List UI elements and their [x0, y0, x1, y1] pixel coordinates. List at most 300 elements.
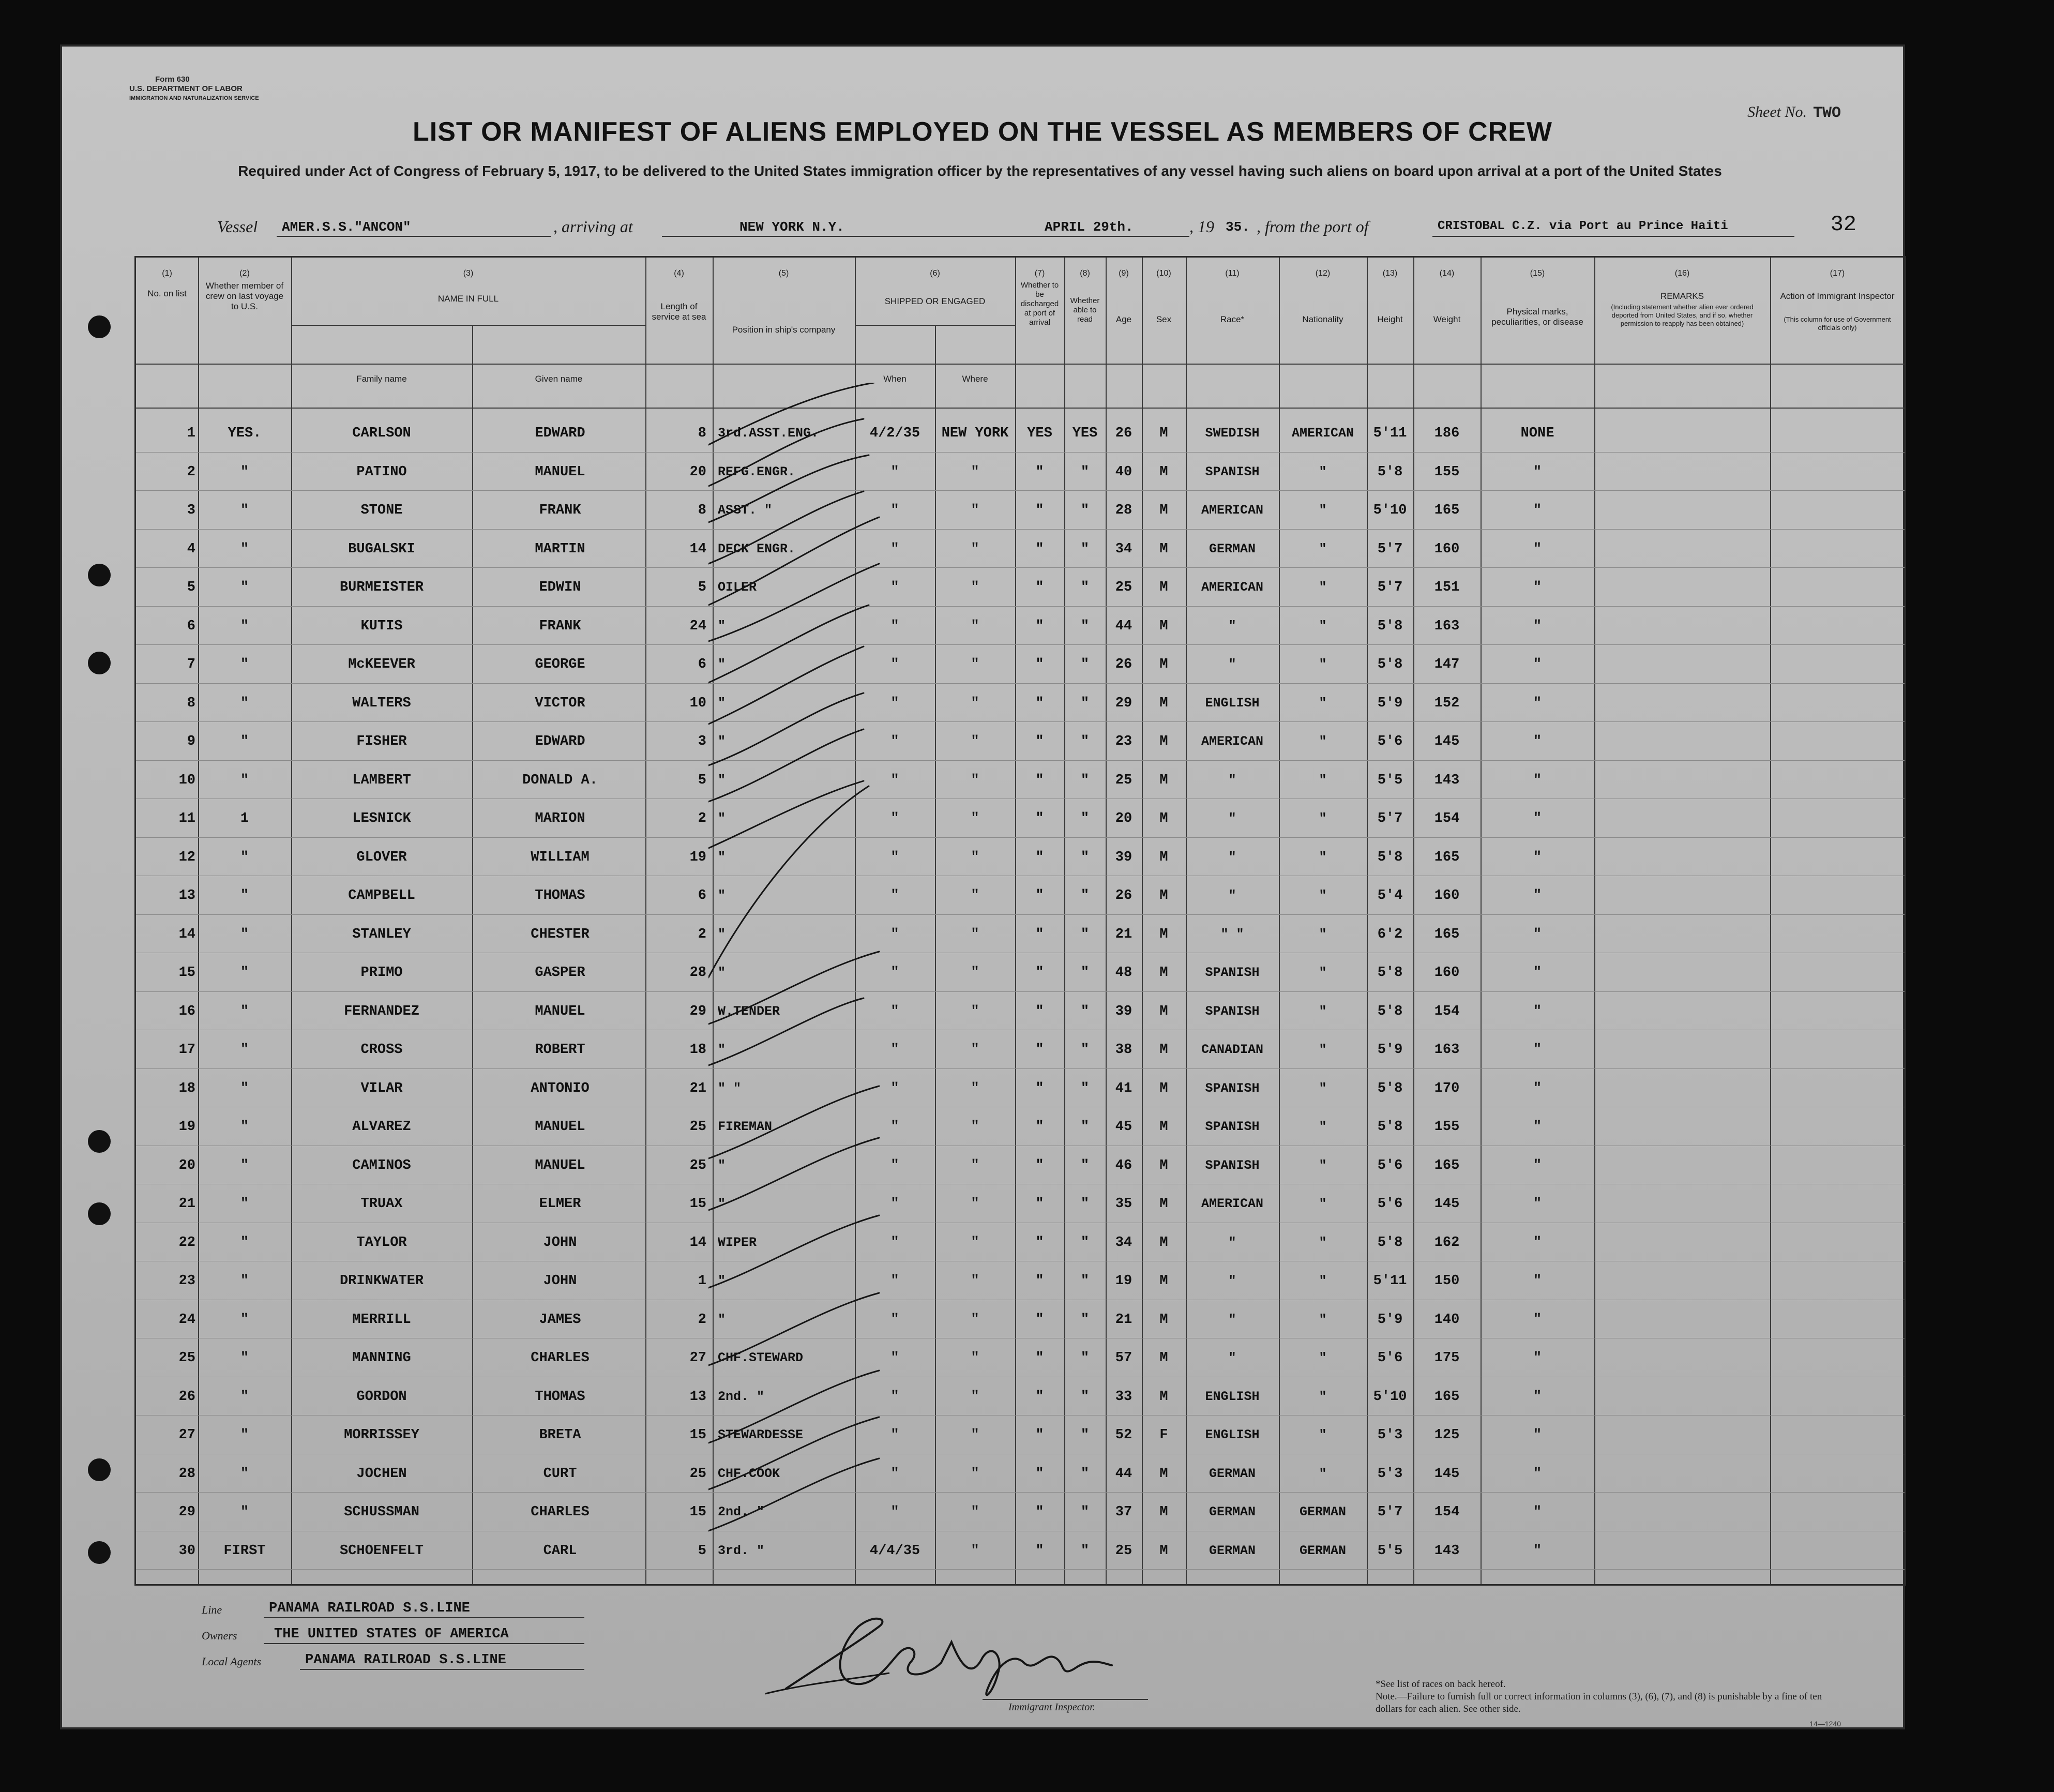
form-code: 14—1240: [1809, 1720, 1841, 1728]
height: 5'8: [1377, 618, 1403, 634]
discharged: ": [1035, 811, 1044, 826]
sex: M: [1159, 1466, 1168, 1482]
age: 35: [1115, 1196, 1132, 1212]
shipped-when: ": [890, 541, 899, 557]
length-of-service: 21: [689, 1080, 706, 1096]
column-number: (4): [674, 269, 684, 278]
discharged: ": [1035, 926, 1044, 942]
discharged: ": [1035, 695, 1044, 711]
physical-marks: ": [1533, 772, 1542, 788]
length-of-service: 28: [689, 965, 706, 981]
physical-marks: ": [1533, 926, 1542, 942]
shipped-where: ": [971, 888, 979, 903]
family-name: McKEEVER: [348, 657, 415, 672]
physical-marks: ": [1533, 1003, 1542, 1019]
shipped-when: ": [890, 1389, 899, 1405]
shipped-where: ": [971, 965, 979, 981]
shipped-where: ": [971, 1119, 979, 1135]
sex: M: [1159, 849, 1168, 865]
row-number: 1: [187, 426, 195, 441]
discharged: ": [1035, 1196, 1044, 1212]
given-name: EDWARD: [535, 734, 585, 749]
able-to-read: ": [1080, 580, 1090, 595]
weight: 155: [1434, 1119, 1460, 1135]
family-name: MERRILL: [352, 1312, 411, 1328]
family-name: ALVAREZ: [352, 1119, 411, 1135]
family-name: MANNING: [352, 1350, 411, 1366]
able-to-read: ": [1080, 464, 1090, 480]
column-number: (9): [1119, 269, 1129, 278]
physical-marks: ": [1533, 811, 1542, 826]
punch-hole: [88, 1458, 111, 1481]
header-height: Height: [1377, 314, 1403, 324]
family-name: MORRISSEY: [344, 1427, 419, 1443]
position: ": [718, 618, 726, 634]
age: 33: [1115, 1389, 1132, 1405]
arrival-date: APRIL 29th.: [1045, 219, 1134, 235]
length-of-service: 1: [698, 1273, 706, 1289]
shipped-when: ": [890, 618, 899, 634]
nationality: ": [1319, 1119, 1327, 1134]
length-of-service: 18: [689, 1042, 706, 1058]
row-divider: [136, 991, 1905, 992]
row-number: 26: [178, 1389, 195, 1405]
length-of-service: 25: [689, 1157, 706, 1173]
weight: 143: [1434, 1543, 1460, 1559]
nationality: ": [1319, 1157, 1327, 1173]
nationality: ": [1319, 580, 1327, 595]
nationality: ": [1319, 1350, 1327, 1365]
length-of-service: 3: [698, 734, 706, 749]
shipped-when: ": [890, 926, 899, 942]
sex: M: [1159, 426, 1168, 441]
height: 5'3: [1377, 1427, 1403, 1443]
row-number: 20: [178, 1157, 195, 1173]
weight: 162: [1434, 1234, 1460, 1251]
previous-voyage: ": [240, 888, 249, 903]
sex: M: [1159, 734, 1168, 749]
service-name: IMMIGRATION AND NATURALIZATION SERVICE: [129, 95, 259, 101]
family-name: GLOVER: [356, 849, 407, 865]
able-to-read: ": [1080, 1273, 1090, 1289]
nationality: ": [1319, 1273, 1327, 1288]
weight: 125: [1434, 1427, 1460, 1443]
shipped-where: NEW YORK: [941, 426, 1009, 441]
punch-hole: [88, 315, 111, 338]
sex: M: [1159, 1312, 1168, 1328]
punch-hole: [88, 564, 111, 586]
row-number: 17: [178, 1042, 195, 1058]
shipped-when: ": [890, 580, 899, 595]
position: REFG.ENGR.: [718, 464, 796, 479]
height: 5'11: [1373, 1273, 1407, 1289]
height: 5'10: [1373, 1389, 1407, 1405]
inspector-signature: [755, 1606, 1169, 1704]
family-name: JOCHEN: [356, 1466, 407, 1482]
length-of-service: 2: [698, 926, 706, 942]
length-of-service: 29: [689, 1003, 706, 1019]
header-remarks-note: (Including statement whether alien ever ordered deported from United States, and if so, whether permission to reapply has been obtained): [1611, 303, 1754, 327]
age: 34: [1115, 1234, 1132, 1251]
able-to-read: ": [1080, 657, 1090, 672]
nationality: ": [1319, 849, 1327, 865]
shipped-where: ": [971, 1196, 979, 1212]
discharged: ": [1035, 1080, 1044, 1096]
height: 5'8: [1377, 657, 1403, 672]
discharged: ": [1035, 1042, 1044, 1058]
race: AMERICAN: [1201, 580, 1264, 595]
race: ENGLISH: [1205, 695, 1260, 711]
age: 26: [1115, 888, 1132, 903]
department-name: U.S. DEPARTMENT OF LABOR: [129, 84, 243, 93]
shipped-where: ": [971, 772, 979, 788]
physical-marks: ": [1533, 888, 1542, 903]
previous-voyage: ": [240, 1273, 249, 1289]
row-number: 16: [178, 1003, 195, 1019]
punch-hole: [88, 1541, 111, 1564]
penalty-note: Note.—Failure to furnish full or correct information in columns (3), (6), (7), and (8) is punishable by a fine of ten dollars for each alien. See other side.: [1376, 1691, 1822, 1714]
shipped-when: ": [890, 503, 899, 518]
position: 3rd.ASST.ENG.: [718, 426, 819, 441]
position: ": [718, 1312, 726, 1327]
nationality: ": [1319, 1003, 1327, 1019]
weight: 140: [1434, 1312, 1460, 1328]
shipped-when: ": [890, 1196, 899, 1212]
column-number: (10): [1156, 269, 1171, 278]
agents-label: Local Agents: [202, 1655, 262, 1668]
family-name: BURMEISTER: [339, 580, 424, 595]
owners-value: THE UNITED STATES OF AMERICA: [274, 1627, 509, 1642]
given-name: MANUEL: [535, 1003, 585, 1019]
nationality: GERMAN: [1299, 1543, 1346, 1558]
sex: M: [1159, 464, 1168, 480]
tick-marks: [708, 383, 957, 1634]
race: GERMAN: [1209, 1466, 1256, 1481]
sex: M: [1159, 657, 1168, 672]
previous-voyage: ": [240, 657, 249, 672]
row-number: 4: [187, 541, 195, 557]
weight: 143: [1434, 772, 1460, 788]
shipped-when: ": [890, 1234, 899, 1251]
given-name: ROBERT: [535, 1042, 585, 1058]
race: ": [1228, 657, 1236, 672]
header-shipped-engaged: SHIPPED OR ENGAGED: [884, 296, 986, 306]
previous-voyage: YES.: [228, 426, 262, 441]
race: SPANISH: [1205, 1157, 1260, 1173]
shipped-where: ": [971, 580, 979, 595]
height: 5'7: [1377, 541, 1403, 557]
row-number: 22: [178, 1234, 195, 1251]
age: 37: [1115, 1504, 1132, 1520]
physical-marks: ": [1533, 695, 1542, 711]
age: 19: [1115, 1273, 1132, 1289]
physical-marks: ": [1533, 503, 1542, 518]
discharged: ": [1035, 1427, 1044, 1443]
header-family-name: Family name: [356, 374, 407, 384]
column-number: (16): [1674, 269, 1690, 278]
physical-marks: ": [1533, 1350, 1542, 1366]
position: 2nd. ": [718, 1504, 765, 1519]
height: 5'5: [1377, 772, 1403, 788]
column-number: (7): [1034, 269, 1045, 278]
race: " ": [1220, 926, 1244, 942]
shipped-where: ": [971, 1042, 979, 1058]
row-number: 13: [178, 888, 195, 903]
weight: 165: [1434, 503, 1460, 518]
length-of-service: 2: [698, 1312, 706, 1328]
age: 44: [1115, 1466, 1132, 1482]
position: OILER: [718, 580, 757, 595]
previous-voyage: ": [240, 1466, 249, 1482]
race: GERMAN: [1209, 541, 1256, 556]
previous-voyage: ": [240, 541, 249, 557]
height: 5'7: [1377, 580, 1403, 595]
sex: M: [1159, 1157, 1168, 1173]
physical-marks: ": [1533, 1119, 1542, 1135]
previous-voyage: ": [240, 1119, 249, 1135]
nationality: ": [1319, 1427, 1327, 1442]
shipped-where: ": [971, 1504, 979, 1520]
position: " ": [718, 1080, 742, 1096]
punch-hole: [88, 652, 111, 674]
height: 5'5: [1377, 1543, 1403, 1559]
header-position: Position in ship's company: [732, 325, 836, 335]
previous-voyage: ": [240, 1234, 249, 1251]
previous-voyage: ": [240, 1042, 249, 1058]
nationality: ": [1319, 1389, 1327, 1404]
discharged: ": [1035, 1543, 1044, 1559]
weight: 145: [1434, 1196, 1460, 1212]
weight: 145: [1434, 1466, 1460, 1482]
weight: 150: [1434, 1273, 1460, 1289]
given-name: VICTOR: [535, 695, 585, 711]
header-able-to-read: Whether able to read: [1070, 296, 1100, 324]
vessel-label: Vessel: [217, 217, 258, 236]
family-name: LAMBERT: [352, 772, 411, 788]
punch-hole: [88, 1202, 111, 1225]
position: ": [718, 734, 726, 749]
crew-table: [134, 256, 1906, 1586]
age: 48: [1115, 965, 1132, 981]
given-name: WILLIAM: [531, 849, 590, 865]
shipped-when: ": [890, 965, 899, 981]
nationality: ": [1319, 1196, 1327, 1211]
weight: 154: [1434, 811, 1460, 826]
header-inspector-action: Action of Immigrant Inspector: [1780, 291, 1895, 301]
age: 34: [1115, 541, 1132, 557]
position: ": [718, 657, 726, 672]
family-name: CAMPBELL: [348, 888, 415, 903]
age: 44: [1115, 618, 1132, 634]
nationality: ": [1319, 618, 1327, 634]
family-name: DRINKWATER: [339, 1273, 424, 1289]
family-name: TRUAX: [360, 1196, 403, 1212]
row-divider: [136, 567, 1905, 568]
form-info: [129, 75, 259, 103]
discharged: ": [1035, 1273, 1044, 1289]
given-name: CHARLES: [531, 1504, 590, 1520]
column-number: (17): [1830, 269, 1845, 278]
form-number: Form 630: [155, 75, 190, 84]
row-divider: [136, 1569, 1905, 1570]
position: DECK ENGR.: [718, 541, 796, 556]
family-name: TAYLOR: [356, 1234, 407, 1251]
row-number: 12: [178, 849, 195, 865]
line-value: PANAMA RAILROAD S.S.LINE: [269, 1601, 470, 1616]
given-name: JAMES: [539, 1312, 581, 1328]
race: ": [1228, 888, 1236, 903]
nationality: ": [1319, 1234, 1327, 1250]
height: 5'4: [1377, 888, 1403, 903]
previous-voyage: ": [240, 1080, 249, 1096]
row-divider: [136, 644, 1905, 645]
given-name: THOMAS: [535, 1389, 585, 1405]
punch-hole: [88, 1130, 111, 1153]
shipped-when: ": [890, 1003, 899, 1019]
shipped-when: ": [890, 734, 899, 749]
weight: 151: [1434, 580, 1460, 595]
age: 26: [1115, 657, 1132, 672]
able-to-read: ": [1080, 541, 1090, 557]
physical-marks: ": [1533, 1157, 1542, 1173]
race: AMERICAN: [1201, 503, 1264, 518]
able-to-read: ": [1080, 1543, 1090, 1559]
row-number: 8: [187, 695, 195, 711]
length-of-service: 5: [698, 772, 706, 788]
row-divider: [136, 529, 1905, 530]
inspector-signature-text: [134, 1595, 135, 1596]
year-prefix: , 19: [1189, 217, 1214, 236]
length-of-service: 15: [689, 1504, 706, 1520]
family-name: CAMINOS: [352, 1157, 411, 1173]
nationality: ": [1319, 1312, 1327, 1327]
previous-voyage: FIRST: [223, 1543, 266, 1559]
able-to-read: ": [1080, 1466, 1090, 1482]
height: 5'8: [1377, 1003, 1403, 1019]
shipped-where: ": [971, 618, 979, 634]
shipped-where: ": [971, 657, 979, 672]
able-to-read: ": [1080, 1157, 1090, 1173]
physical-marks: ": [1533, 1543, 1542, 1559]
shipped-when: ": [890, 1504, 899, 1520]
able-to-read: ": [1080, 772, 1090, 788]
family-name: BUGALSKI: [348, 541, 415, 557]
weight: 165: [1434, 849, 1460, 865]
previous-voyage: ": [240, 926, 249, 942]
column-number: (12): [1315, 269, 1331, 278]
nationality: ": [1319, 503, 1327, 518]
position: ASST. ": [718, 503, 773, 518]
row-number: 30: [178, 1543, 195, 1559]
departure-port: CRISTOBAL C.Z. via Port au Prince Haiti: [1438, 219, 1728, 233]
shipped-where: ": [971, 1543, 979, 1559]
header-given-name: Given name: [535, 374, 583, 384]
physical-marks: ": [1533, 1196, 1542, 1212]
weight: 175: [1434, 1350, 1460, 1366]
position: WIPER: [718, 1234, 757, 1250]
nationality: ": [1319, 965, 1327, 980]
age: 38: [1115, 1042, 1132, 1058]
race: AMERICAN: [1201, 1196, 1264, 1211]
shipped-when: ": [890, 1312, 899, 1328]
column-number: (3): [463, 269, 474, 278]
height: 6'2: [1377, 926, 1403, 942]
given-name: FRANK: [539, 618, 581, 634]
position: STEWARDESSE: [718, 1427, 804, 1442]
sex: M: [1159, 1389, 1168, 1405]
position: W.TENDER: [718, 1003, 780, 1019]
column-number: (6): [930, 269, 940, 278]
height: 5'6: [1377, 1196, 1403, 1212]
nationality: ": [1319, 695, 1327, 711]
shipped-where: ": [971, 926, 979, 942]
age: 52: [1115, 1427, 1132, 1443]
row-divider: [136, 452, 1905, 453]
discharged: ": [1035, 1389, 1044, 1405]
sex: M: [1159, 1504, 1168, 1520]
race: SPANISH: [1205, 464, 1260, 479]
shipped-when: ": [890, 1119, 899, 1135]
weight: 165: [1434, 1157, 1460, 1173]
given-name: MANUEL: [535, 464, 585, 480]
shipped-when: ": [890, 1080, 899, 1096]
row-number: 19: [178, 1119, 195, 1135]
position: ": [718, 1042, 726, 1057]
physical-marks: ": [1533, 541, 1542, 557]
sex: M: [1159, 965, 1168, 981]
position: ": [718, 811, 726, 826]
height: 5'8: [1377, 849, 1403, 865]
nationality: GERMAN: [1299, 1504, 1346, 1519]
physical-marks: ": [1533, 1080, 1542, 1096]
previous-voyage: ": [240, 734, 249, 749]
previous-voyage: ": [240, 1312, 249, 1328]
weight: 160: [1434, 541, 1460, 557]
given-name: BRETA: [539, 1427, 581, 1443]
weight: 170: [1434, 1080, 1460, 1096]
length-of-service: 2: [698, 811, 706, 826]
discharged: ": [1035, 541, 1044, 557]
weight: 154: [1434, 1003, 1460, 1019]
shipped-when: ": [890, 1157, 899, 1173]
discharged: ": [1035, 657, 1044, 672]
column-number: (11): [1225, 269, 1240, 278]
nationality: ": [1319, 811, 1327, 826]
shipped-when: ": [890, 849, 899, 865]
sex: M: [1159, 772, 1168, 788]
header-discharged: Whether to be discharged at port of arrival: [1020, 281, 1059, 327]
row-number: 23: [178, 1273, 195, 1289]
family-name: CROSS: [360, 1042, 403, 1058]
physical-marks: ": [1533, 1504, 1542, 1520]
weight: 155: [1434, 464, 1460, 480]
physical-marks: ": [1533, 1234, 1542, 1251]
shipped-where: ": [971, 1312, 979, 1328]
family-name: FISHER: [356, 734, 407, 749]
height: 5'10: [1373, 503, 1407, 518]
sex: M: [1159, 618, 1168, 634]
nationality: ": [1319, 464, 1327, 479]
shipped-when: 4/4/35: [869, 1543, 920, 1559]
sex: M: [1159, 1273, 1168, 1289]
discharged: ": [1035, 849, 1044, 865]
height: 5'8: [1377, 464, 1403, 480]
previous-voyage: ": [240, 965, 249, 981]
row-number: 9: [187, 734, 195, 749]
position: ": [718, 1273, 726, 1288]
arrival-year: 35.: [1226, 219, 1250, 235]
age: 23: [1115, 734, 1132, 749]
